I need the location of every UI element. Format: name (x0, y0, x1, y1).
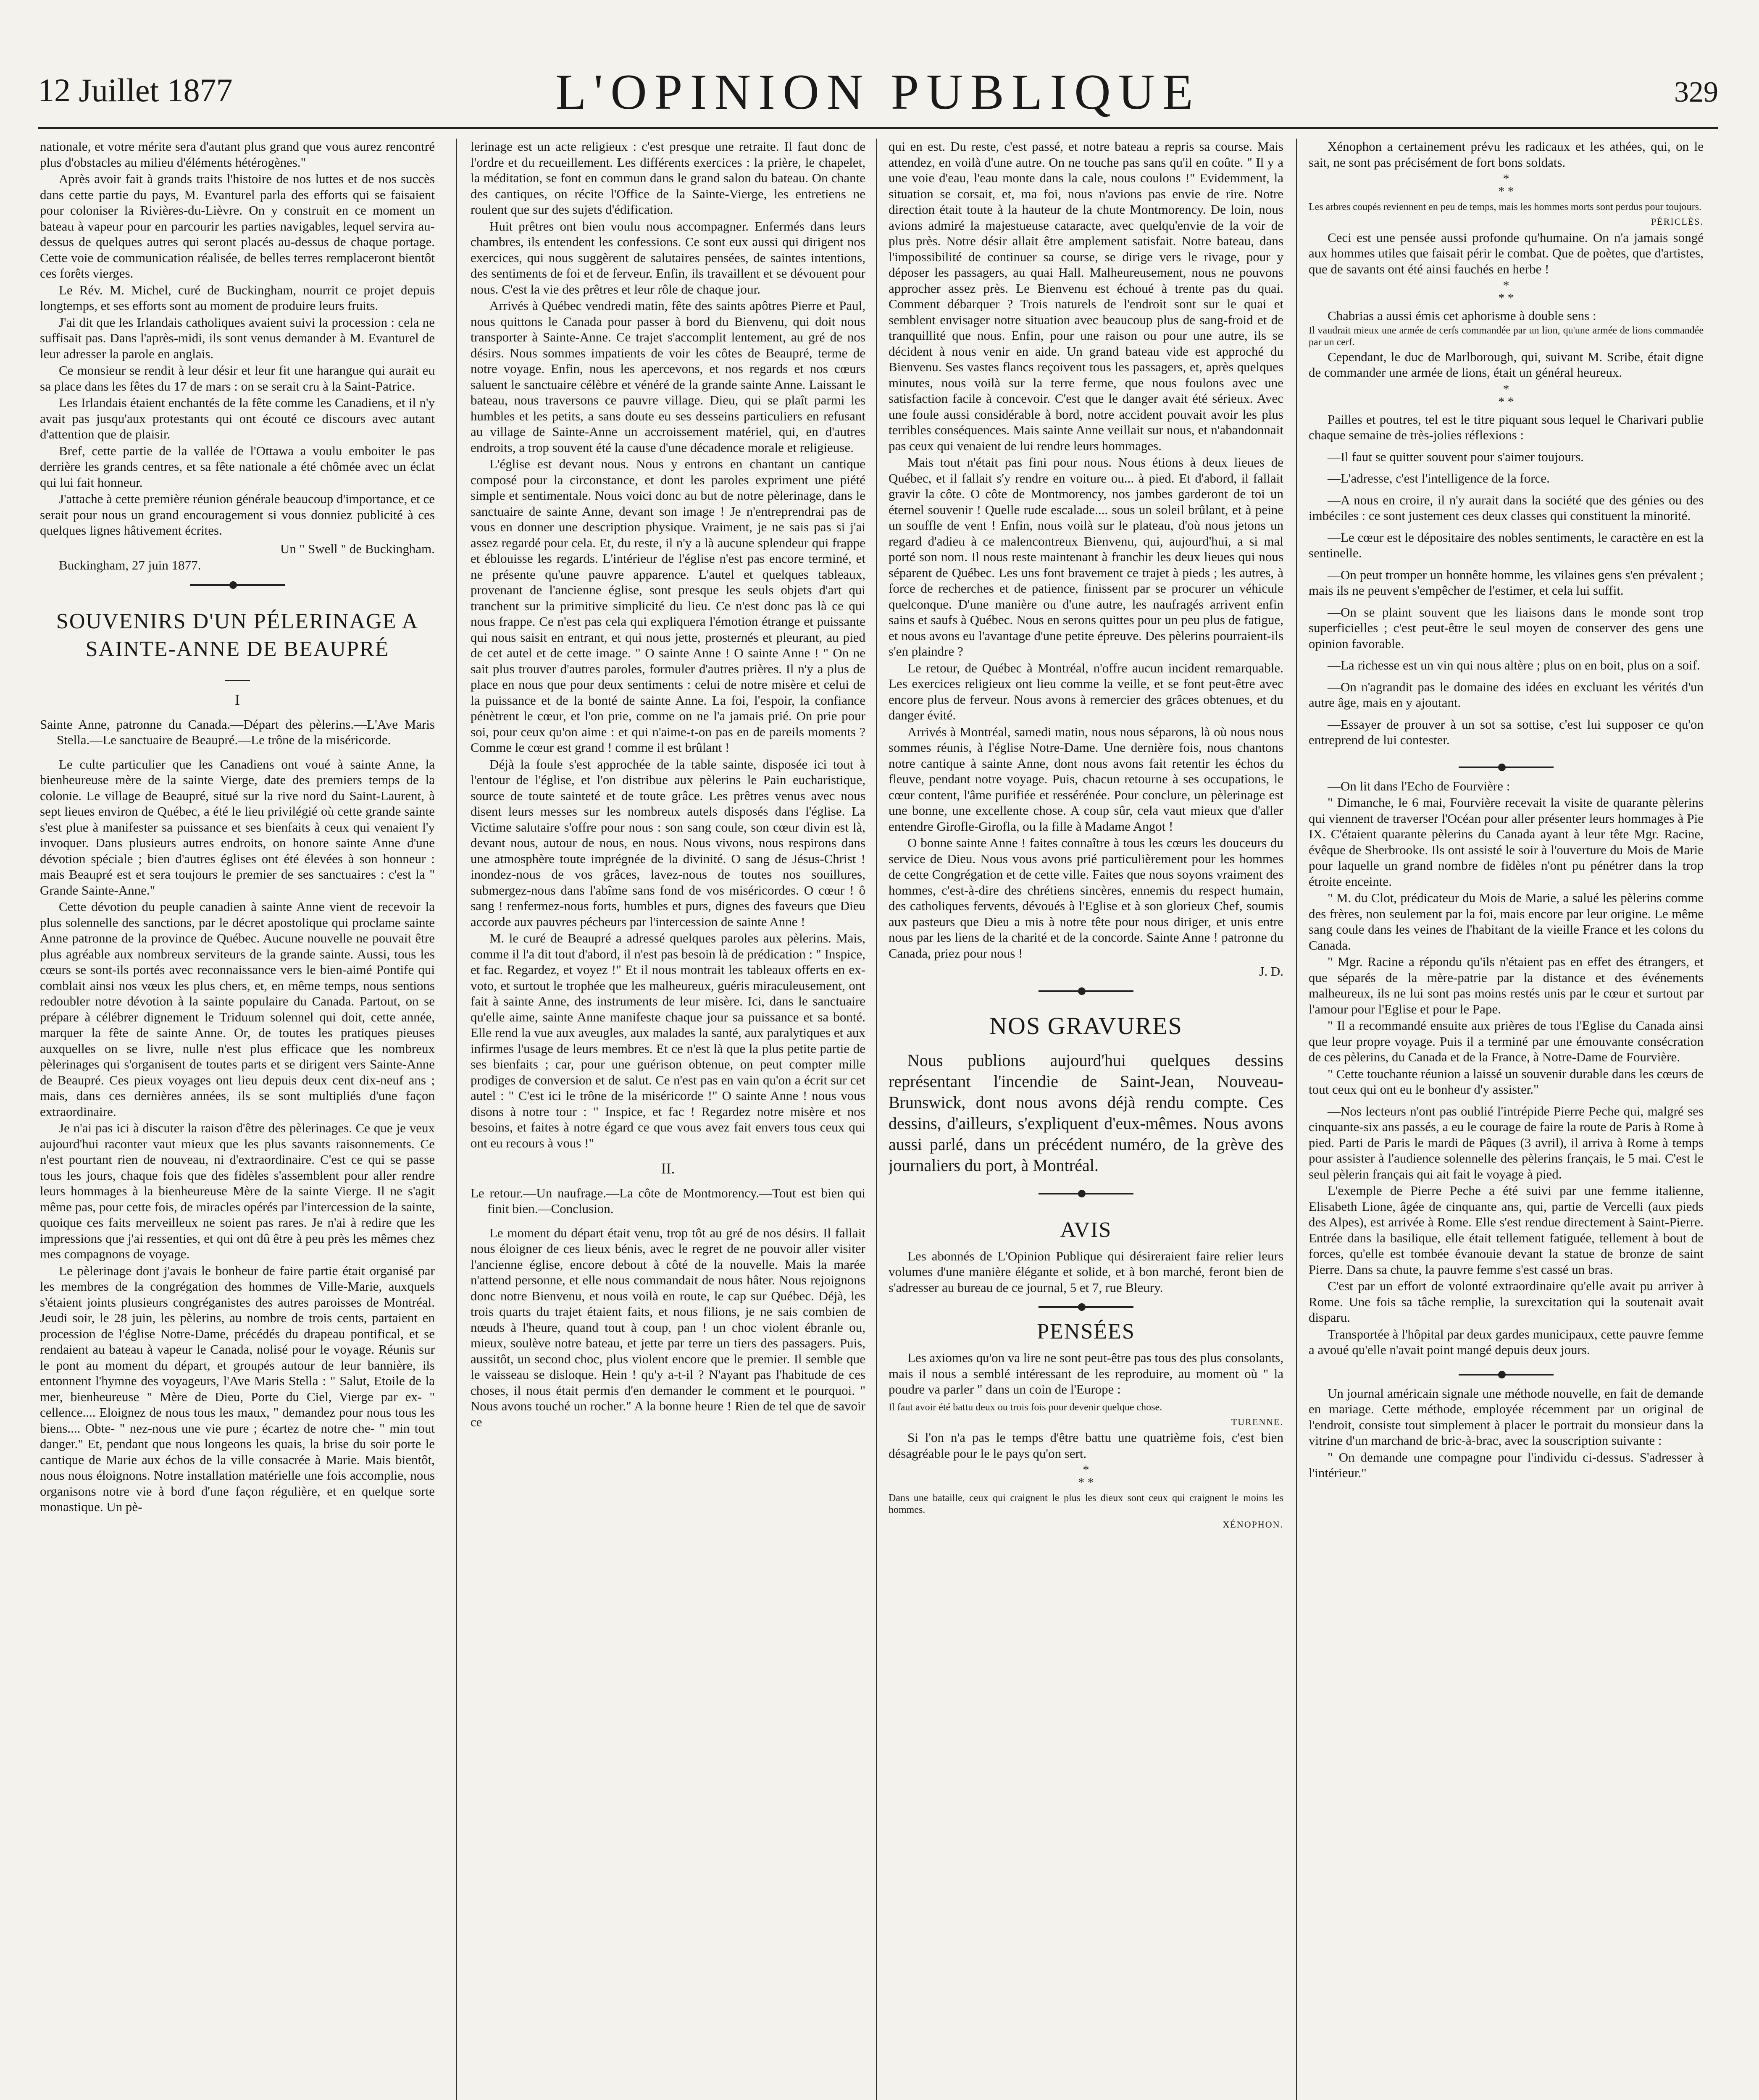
paragraph: Nous publions aujourd'hui quelques dessins représentant l'incendie de Saint-Jean, Nouveau-Brunswick, dont nous avons déjà rendu compte. Ces dessins, d'ailleurs, s'expliquent d'eux-mêmes. Nous avons aussi parlé, dans un précédent numéro, de la grève des journaliers du port, à Montréal. (889, 1050, 1283, 1175)
reflection: —Essayer de prouver à un sot sa sottise, c'est lui supposer ce qu'on entreprend de lui contester. (1309, 717, 1704, 747)
chapter-summary: Le retour.—Un naufrage.—La côte de Montmorency.—Tout est bien qui finit bien.—Conclusion. (471, 1185, 865, 1216)
paragraph: Les Irlandais étaient enchantés de la fête comme les Canadiens, et il n'y avait pas jusqu'aux protestants qui ont écouté ce discours avec autant d'attention que de plaisir. (40, 395, 435, 441)
paragraph: Je n'ai pas ici à discuter la raison d'être des pèlerinages. Ce que je veux aujourd'hui raconter vaut mieux que les plus savants raisonnements. Ce n'est pourtant rien de nouveau, ni d'extraordinaire. C'est ce qui se passe tous les jours, chaque fois que des fidèles s'assemblent pour aller rendre leurs hommages à la bienheureuse Mère de la sainte Vierge. Il ne s'agit même pas, pour cette fois, de miracles opérés par l'intercession de la sainte, quoique ces faits merveilleux ne soient pas rares. Je n'ai à redire que les impressions que j'ai ressenties, et qui ont dû être à peu près les mêmes chez mes compagnons de voyage. (40, 1121, 435, 1261)
paragraph: " Mgr. Racine a répondu qu'ils n'étaient pas en effet des étrangers, et que séparés de la mère-patrie par la distance et des événements malheureux, ils ne lui sont pas moins restés unis par le cœur et surtout par l'amour pour l'Eglise et pour le Pape. (1309, 954, 1704, 1016)
divider (40, 669, 435, 685)
paragraph: Le pèlerinage dont j'avais le bonheur de faire partie était organisé par les membres de la congrégation des hommes de Ville-Marie, auxquels s'étaient joints plusieurs congréganistes des autres paroisses de Montréal. Jeudi soir, le 28 juin, les pèlerins, au nombre de trois cents, partaient en procession de l'église Notre-Dame, précédés du drapeau pontifical, et se rendaient au bateau à vapeur le Canada, nolisé pour le voyage. Réunis sur le pont au moment du départ, et groupés autour de leur bannière, ils entonnent l'hymne des voyageurs, l'Ave Maris Stella : " Salut, Etoile de la mer, bienheureuse " Mère de Dieu, Porte du Ciel, Vierge par ex- " cellence.... Eloignez de nous tous les maux, " demandez pour nous tous les biens.... Obte- " nez-nous une vie pure ; écartez de notre che- " min tout danger." Et, pendant que nous longeons les quais, la brise du soir porte le cantique de Marie aux échos de la ville consacrée à Marie. Mais bientôt, nous nous éloignons. Notre installation matérielle une fois accomplie, nous organisons notre vie à bord d'une façon régulière, et en quelque sorte monastique. Un pè- (40, 1263, 435, 1514)
section-title-gravures: NOS GRAVURES (989, 1012, 1183, 1040)
paragraph: nationale, et votre mérite sera d'autant plus grand que vous aurez rencontré plus d'obstacles au milieu d'éléments hétérogènes." (40, 139, 435, 170)
article-signature: J. D. (1259, 964, 1283, 979)
separator (1309, 1368, 1704, 1381)
paragraph: Le Rév. M. Michel, curé de Buckingham, nourrit ce projet depuis longtemps, et ses efforts sont au moment de produire leurs fruits. (40, 282, 435, 313)
quotation: Il vaudrait mieux une armée de cerfs commandée par un lion, qu'une armée de lions commandée par un cerf. (1309, 325, 1704, 348)
paragraph: Ce monsieur se rendit à leur désir et leur fit une harangue qui aurait eu sa place dans les fêtes du 17 de mars : on se serait cru à la Saint-Patrice. (40, 363, 435, 394)
column-1 (40, 139, 435, 2100)
paragraph: Après avoir fait à grands traits l'histoire de nos luttes et de nos succès dans cette partie du pays, M. Evanturel parla des efforts qui se faisaient pour coloniser la Rivières-du-Lièvre. On y construit en ce moment un bateau à vapeur pour en parcourir les parties navigables, lequel servira au-dessus de quelques autres qui seront placés au-dessus de chaque portage. Cette voie de communication réalisée, de belles terres remplaceront bientôt ces forêts vierges. (40, 171, 435, 281)
column-rule (456, 139, 457, 2100)
letter-signature: Un " Swell " de Buckingham. (280, 541, 435, 556)
column-rule (876, 139, 877, 2100)
reflection: —On n'agrandit pas le domaine des idées en excluant les vérités d'un autre âge, mais en y ajoutant. (1309, 679, 1704, 710)
section-title-pensees: PENSÉES (1037, 1320, 1135, 1344)
paragraph: Huit prêtres ont bien voulu nous accompagner. Enfermés dans leurs chambres, ils entendent les confessions. Ce sont eux aussi qui dirigent nos exercices, qui nous suggèrent de salutaires pensées, de saintes intentions, des sentiments de foi et de ferveur. Enfin, ils travaillent et se dévouent pour nous. C'est la vie des prêtres et leur rôle de chaque jour. (471, 218, 865, 297)
quotation: Il faut avoir été battu deux ou trois fois pour devenir quelque chose. (889, 1402, 1162, 1413)
paragraph: Transportée à l'hôpital par deux gardes municipaux, cette pauvre femme a avoué qu'elle n'avait point mangé depuis deux jours. (1309, 1326, 1704, 1357)
separator (889, 1300, 1283, 1313)
paragraph: Les axiomes qu'on va lire ne sont peut-être pas tous des plus consolants, mais il nous a semblé intéressant de les reproduire, au moment où " la poudre va parler " dans un coin de l'Europe : (889, 1350, 1283, 1396)
paragraph: qui en est. Du reste, c'est passé, et notre bateau a repris sa course. Mais attendez, en voilà d'une autre. On ne touche pas sans qu'il en coûte. " Il y a une voie d'eau, l'eau monte dans la cale, nous coulons !" Evidemment, la situation se corsait, et, ma foi, nous n'avions pas envie de rire. Notre direction était toute à la hauteur de la chute Montmorency. De loin, nous avions admiré la majestueuse cataracte, avec quelqu'envie de la voir de plus près. Notre désir allait être amplement satisfait. Notre bateau, dans l'impossibilité de continuer sa course, se dirige vers le rivage, pour y déposer les passagers, au quai Hall. Malheureusement, nous ne pouvons approcher assez près. Le Bienvenu est échoué à trente pas du quai. Comment débarquer ? Trois naturels de l'endroit sont sur le quai et semblent envisager notre situation avec beaucoup plus de sang-froid et de tranquillité que nous. Enfin, pour une raison ou pour une autre, ils se décident à nous venir en aide. Un grand bateau vide est approché du Bienvenu. Ses vastes flancs reçoivent tous les passagers, et, après quelques minutes, nous voilà sur la terre ferme, que nous foulons avec une satisfaction facile à concevoir. C'est que le danger avait été sérieux. Avec une foule aussi considérable à bord, notre accident pouvait avoir les plus terribles conséquences. Mais sainte Anne veillait sur nous, et n'abandonnait pas ceux qui venaient de lui rendre leurs hommages. (889, 139, 1283, 453)
page-number: 329 (1674, 76, 1718, 108)
header-rule (38, 127, 1718, 129)
paragraph: Le moment du départ était venu, trop tôt au gré de nos désirs. Il fallait nous éloigner de ces lieux bénis, avec le regret de ne pouvoir aller visiter l'ancienne église, encore debout à côté de la nouvelle. Mais la marée n'attend personne, et elle nous commandait de nous hâter. Nous rejoignons donc notre Bienvenu, et nous voilà en route, le cap sur Québec. Déjà, les trois quarts du trajet étaient faits, et nous filions, je ne sais combien de nœuds à l'heure, quand tout à coup, pan ! un choc violent ébranle ou, mieux, soulève notre bateau, et jette par terre un tiers des passagers. Puis, aussitôt, un second choc, plus violent encore que le premier. Il semble que le vaisseau se disloque. Hein ! qu'y a-t-il ? N'ayant pas l'habitude de ces choses, il nous était permis d'en demander le comment et le pourquoi. " Nous avons touché un rocher." A la bonne heure ! Rien de tel que de savoir ce (471, 1225, 865, 1429)
paragraph: " Cette touchante réunion a laissé un souvenir durable dans les cœurs de tout ceux qui ont eu le bonheur d'y assister." (1309, 1066, 1704, 1097)
paragraph: " Dimanche, le 6 mai, Fourvière recevait la visite de quarante pèlerins qui viennent de traverser l'Océan pour aller présenter leurs hommages à Pie IX. C'étaient quarante pèlerins du Canada ayant à leur tête Mgr. Racine, évêque de Sherbrooke. Ils ont assisté le soir à l'ouverture du Mois de Marie pour laquelle un grand nombre de fidèles n'ont pu pénétrer dans la trop étroite enceinte. (1309, 795, 1704, 889)
chapter-summary: Sainte Anne, patronne du Canada.—Départ des pèlerins.—L'Ave Maris Stella.—Le sanctuaire de Beaupré.—Le trône de la miséricorde. (40, 717, 435, 747)
reflection: —On peut tromper un honnête homme, les vilaines gens s'en prévalent ; mais ils ne peuvent s'empêcher de l'estimer, et cela lui suffit. (1309, 567, 1704, 598)
paragraph: C'est par un effort de volonté extraordinaire qu'elle avait pu arriver à Rome. Une fois sa tâche remplie, la surexcitation qui la soutenait avait disparu. (1309, 1278, 1704, 1325)
paragraph: Cependant, le duc de Marlborough, qui, suivant M. Scribe, était digne de commander une armée de lions, était un général heureux. (1309, 349, 1704, 380)
quotation: Dans une bataille, ceux qui craignent le plus les dieux sont ceux qui craignent le moins les hommes. (889, 1493, 1283, 1515)
asterism: * * * (1078, 1463, 1094, 1489)
reflection: —Le cœur est le dépositaire des nobles sentiments, le caractère en est la sentinelle. (1309, 530, 1704, 560)
paragraph: " Il a recommandé ensuite aux prières de tous l'Eglise du Canada ainsi que leur propre voyage. Puis il a terminé par une émouvante consécration de ces pèlerins, du Canada et de la France, à Notre-Dame de Fourvière. (1309, 1018, 1704, 1064)
paragraph: M. le curé de Beaupré a adressé quelques paroles aux pèlerins. Mais, comme il l'a dit tout d'abord, il n'est pas besoin là de prédication : " Inspice, et fac. Regardez, et voyez !" Et il nous montrait les tableaux offerts en ex-voto, et surtout le trophée que les malheureux, guéris miraculeusement, ont fait à sainte Anne, des instruments de leur misère. Ici, dans le sanctuaire qu'elle aime, sainte Anne manifeste chaque jour sa puissance et sa bonté. Elle rend la vue aux aveugles, aux malades la santé, aux paralytiques et aux infirmes l'usage de leurs membres. Et ce n'est là que la plus petite partie de ses bienfaits ; car, pour une guérison obtenue, on peut compter mille prodiges de conversion et de salut. Ce n'est pas en vain qu'on a écrit sur cet autel : " C'est ici le trône de la miséricorde !" O sainte Anne ! nous vous disons à notre tour : " Inspice, et fac ! Regardez notre misère et nos besoins, et faites à notre égard ce que vous avez fait envers tous ceux qui ont eu recours à vous !" (471, 931, 865, 1150)
separator (889, 1187, 1283, 1200)
quotation-author: PÉRICLÈS. (1651, 216, 1704, 227)
quotation: Les arbres coupés reviennent en peu de temps, mais les hommes morts sont perdus pour toujours. (1309, 202, 1702, 213)
paragraph: L'église est devant nous. Nous y entrons en chantant un cantique composé pour la circonstance, et dont les paroles expriment une piété simple et sentimentale. Nous voici donc au but de notre pèlerinage, dans le sanctuaire de sainte Anne, devant son image ! Je n'entreprendrai pas de vous en donner une description physique. Vraiment, je ne sais pas si j'ai assez regardé pour cela. Et, du reste, il n'y a là aucune splendeur qui frappe et éblouisse les regards. L'intérieur de l'église n'est pas encore terminé, et ne présente qu'une pauvre apparence. L'autel et quelques tableaux, provenant de l'ancienne église, sont presque les seuls objets d'art qui tranchent sur la primitive simplicité du lieu. Ce n'est donc pas là ce qui nous frappe. Ce n'est pas cela qui expliquera l'émotion étrange et puissante qui nous saisit en entrant, et qui nous jette, prosternés et pleurant, au pied de cet autel et de cette image. " O sainte Anne ! O sainte Anne ! " On ne sait plus trouver d'autres paroles, formuler d'autres prières. Il n'y a plus de place en nous que pour deux sentiments : celui de notre misère et celui de la puissance et de la bonté de sainte Anne. La foi, l'espoir, la confiance pénètrent le cœur, et l'on prie, comme on ne l'a jamais prié. On prie pour soi, pour ceux qu'on aime : et qui n'aime-t-on pas en de pareils moments ? Comme le cœur est grand ! comme il est brûlant ! (471, 457, 865, 755)
paragraph: O bonne sainte Anne ! faites connaître à tous les cœurs les douceurs du service de Dieu. Nous vous avons prié particulièrement pour les hommes de cette Congrégation et de cette ville. Faites que nous soyons vraiment des hommes, c'est-à-dire des chrétiens sincères, ennemis du respect humain, des catholiques fervents, dévoués à l'Eglise et à son glorieux Chef, soumis aux pasteurs que Dieu a mis à notre tête pour nous diriger, et unis entre nous par les liens de la charité et de la concorde. Sainte Anne ! patronne du Canada, priez pour nous ! (889, 835, 1283, 961)
paragraph: —On lit dans l'Echo de Fourvière : (1328, 778, 1510, 793)
dateline: Buckingham, 27 juin 1877. (59, 558, 201, 572)
newspaper-title: L'OPINION PUBLIQUE (555, 64, 1201, 120)
paragraph: Le culte particulier que les Canadiens ont voué à sainte Anne, la bienheureuse mère de la sainte Vierge, date des premiers temps de la colonie. Le village de Beaupré, situé sur la rive nord du Saint-Laurent, à sept lieues environ de Québec, a été le lieu privilégié où cette grande sainte s'est plue à manifester sa puissance et ses bienfaits à ceux qui venaient l'y invoquer. Dans plusieurs autres endroits, on honore sainte Anne d'une dévotion spéciale ; bien d'autres églises ont été élevées à son honneur : mais Beaupré est et sera toujours le premier de ses sanctuaires : c'est la " Grande Sainte-Anne." (40, 756, 435, 898)
paragraph: L'exemple de Pierre Peche a été suivi par une femme italienne, Elisabeth Lione, âgée de cinquante ans, qui, partie de Vercelli (aux pieds des Alpes), est arrivée à Rome. Elle s'est rendue directement à Saint-Pierre. Entrée dans la basilique, elle était tellement fatiguée, tellement à bout de forces, qu'elle est tombée évanouie devant la statue de bronze de saint Pierre. Dans sa chute, la pauvre femme s'est cassé un bras. (1309, 1183, 1704, 1277)
paragraph: Mais tout n'était pas fini pour nous. Nous étions à deux lieues de Québec, et il fallait s'y rendre en voiture ou... à pied. Et d'abord, il fallait gravir la côte. O côte de Montmorency, nos jambes garderont de toi un éternel souvenir ! Quelle rude escalade.... sous un soleil brûlant, et à peine un souffle de vent ! Enfin, nous voilà sur le plateau, d'où nous jetons un regard d'adieu à ce malencontreux Bienvenu, qui, aujourd'hui, a si mal porté son nom. Il nous reste maintenant à franchir les deux lieues qui nous séparent de Québec. Les uns font bravement ce trajet à pieds ; les autres, à force de recherches et de patience, finissent par se procurer un véhicule quelconque. D'une manière ou d'une autre, les naufragés arrivent enfin sains et saufs à Québec. Nous en serons quittes pour un peu plus de fatigue, et nous avons eu l'avantage d'une petite épreuve. Des pèlerins pourraient-ils s'en plaindre ? (889, 455, 1283, 659)
paragraph: Cette dévotion du peuple canadien à sainte Anne vient de recevoir la plus solennelle des sanctions, par le décret apostolique qui proclame sainte Anne patronne de la province de Québec. Aucune nouvelle ne pouvait être plus agréable aux nombreux serviteurs de la grande sainte. Aussi, tous les cœurs se sont-ils portés avec reconnaissance vers le bien-aimé Pontife qui comblait ainsi nos vœux les plus chers, et, en même temps, nous sentions redoubler notre dévotion à la sainte populaire du Canada. Partout, on se prépare à célébrer dignement le Triduum solennel qui doit, cette année, marquer la fête de sainte Anne. Or, de toutes les pratiques pieuses auxquelles on se livre, nulle n'est plus efficace que les nombreux pèlerinages qui s'organisent de toutes parts et se dirigent vers Sainte-Anne de Beaupré. Ces pieux voyages ont lieu depuis deux cent dix-neuf ans ; mais, dans ces dernières années, ils se sont multipliés d'une façon extraordinaire. (40, 899, 435, 1119)
chapter-number: II. (661, 1160, 675, 1177)
reflection: —L'adresse, c'est l'intelligence de la force. (1328, 471, 1550, 486)
paragraph: " On demande une compagne pour l'individu ci-dessus. S'adresser à l'intérieur." (1309, 1449, 1704, 1480)
paragraph: Bref, cette partie de la vallée de l'Ottawa a voulu emboiter le pas derrière les grands centres, et sa fête nationale a été chômée avec un éclat qui lui fait honneur. (40, 443, 435, 490)
paragraph: Arrivés à Montréal, samedi matin, nous nous séparons, là où nous nous sommes réunis, à l'église Notre-Dame. Une dernière fois, nous chantons notre cantique à sainte Anne, dont nous avons fait retentir les échos du fleuve, pendant notre voyage. Puis, chacun retourne à ses occupations, le cœur content, l'âme purifiée et ressérénée. Pour conclure, un pèlerinage est une bonne, une excellente chose. A coup sûr, cela vaut mieux que d'aller entendre Girofle-Girofla, ou la fille à Madame Angot ! (889, 724, 1283, 834)
column-2 (471, 139, 865, 2100)
paragraph: Le retour, de Québec à Montréal, n'offre aucun incident remarquable. Les exercices religieux ont lieu comme la veille, et se font peut-être avec encore plus de ferveur. Nous avons à remercier des grâces obtenues, et du danger évité. (889, 660, 1283, 722)
paragraph: Si l'on n'a pas le temps d'être battu une quatrième fois, c'est bien désagréable pour le le pays qu'on sert. (889, 1430, 1283, 1461)
paragraph: Ceci est une pensée aussi profonde qu'humaine. On n'a jamais songé aux hommes utiles que faisait périr le combat. Que de poètes, que d'artistes, que de savants ont été ainsi fauchés en herbe ! (1309, 230, 1704, 276)
section-title-avis: AVIS (1060, 1218, 1112, 1242)
reflection: —La richesse est un vin qui nous altère ; plus on en boit, plus on a soif. (1328, 658, 1700, 672)
page-header (38, 63, 1718, 126)
reflection: —Il faut se quitter souvent pour s'aimer toujours. (1328, 449, 1584, 464)
quotation-author: TURENNE. (1231, 1416, 1283, 1427)
chapter-number: I (235, 691, 240, 708)
issue-date: 12 Juillet 1877 (38, 72, 233, 108)
section-title: SOUVENIRS D'UN PÉLERINAGE A SAINTE-ANNE DE BEAUPRÉ (56, 609, 419, 661)
paragraph: Xénophon a certainement prévu les radicaux et les athées, qui, on le sait, ne sont pas précisément de fort bons soldats. (1309, 139, 1704, 170)
paragraph: Un journal américain signale une méthode nouvelle, en fait de demande en mariage. Cette méthode, employée récemment par un original de l'endroit, consiste tout simplement à placer le portrait du monsieur dans la vitrine d'un marchand de bric-à-brac, avec la souscription suivante : (1309, 1386, 1704, 1448)
paragraph: " M. du Clot, prédicateur du Mois de Marie, a salué les pèlerins comme des frères, non seulement par la foi, mais encore par leur origine. Le même sang coule dans les veines de l'habitant de la vieille France et les colons du Canada. (1309, 890, 1704, 953)
reflection: —On se plaint souvent que les liaisons dans le monde sont trop superficielles ; c'est peut-être le seul moyen de conserver des gens une opinion favorable. (1309, 604, 1704, 651)
paragraph: Déjà la foule s'est approchée de la table sainte, disposée ici tout à l'entour de l'église, et l'on distribue aux pèlerins le Pain eucharistique, source de toute sainteté et de toute grâce. Les prêtres venus avec nous disent leurs messes sur les nombreux autels disposés dans l'église. La Victime salutaire s'offre pour nous : son sang coule, son cœur divin est là, devant nous, autour de nous, en nous. Nous vivons, nous respirons dans une atmosphère toute imprégnée de la divinité. O sang de Jésus-Christ ! inondez-nous de vos grâces, lavez-nous de toutes nos souillures, submergez-nous dans l'abîme sans fond de vos miséricordes. O cœur ! ô sang ! renfermez-nous forts, humbles et purs, dignes des faveurs que Dieu accorde aux pauvres pécheurs par l'intercession de sainte Anne ! (471, 756, 865, 929)
paragraph: lerinage est un acte religieux : c'est presque une retraite. Il faut donc de l'ordre et du recueillement. Les différents exercices : la prière, le chapelet, la méditation, se font en commun dans le grand salon du bateau. On chante des cantiques, on récite l'Office de la Sainte-Vierge, les entretiens ne roulent que sur des sujets d'édification. (471, 139, 865, 217)
paragraph: J'ai dit que les Irlandais catholiques avaient suivi la procession : cela ne suffisait pas. Dans l'après-midi, ils sont venus demander à M. Evanturel de leur adresser la parole en anglais. (40, 315, 435, 361)
paragraph: J'attache à cette première réunion générale beaucoup d'importance, et ce serait pour nous un grand encouragement si vous donniez publicité à ces quelques lignes hâtivement écrites. (40, 491, 435, 538)
asterism: * * * (1498, 172, 1514, 198)
asterism: * * * (1498, 278, 1514, 305)
column-4 (1309, 139, 1704, 2100)
column-rule (1296, 139, 1297, 2100)
paragraph: Les abonnés de L'Opinion Publique qui désireraient faire relier leurs volumes d'une manière élégante et solide, et à bon marché, feront bien de s'adresser au bureau de ce journal, 5 et 7, rue Bleury. (889, 1248, 1283, 1295)
column-3 (889, 139, 1283, 2100)
reflection: —A nous en croire, il n'y aurait dans la société que des génies ou des imbéciles : ce sont justement ces deux classes qui constituent la minorité. (1309, 492, 1704, 523)
paragraph: Pailles et poutres, tel est le titre piquant sous lequel le Charivari publie chaque semaine de très-jolies réflexions : (1309, 412, 1704, 442)
paragraph: Arrivés à Québec vendredi matin, fête des saints apôtres Pierre et Paul, nous quittons le Canada pour passer à bord du Bienvenu, qui doit nous transporter à Sainte-Anne. Ce trajet s'accomplit lentement, au gré de nos désirs. Nous sommes impatients de voir les côtes de Beaupré, terme de notre voyage. Enfin, nous les apercevons, et nos regards et nos cœurs saluent le sanctuaire célèbre et vénéré de la grande sainte Anne. Laissant le bateau, nous traversons ce pauvre village. Dieu, qui se plaît parmi les humbles et les petits, a sans doute eu ses desseins particuliers en refusant au village de Sainte-Anne un accroissement matériel, qui, en d'autres endroits, a trop souvent été la cause d'une décadence morale et religieuse. (471, 298, 865, 455)
separator (1309, 761, 1704, 773)
paragraph: Chabrias a aussi émis cet aphorisme à double sens : (1328, 308, 1596, 323)
separator (40, 578, 435, 591)
paragraph: —Nos lecteurs n'ont pas oublié l'intrépide Pierre Peche qui, malgré ses cinquante-six ans passés, a eu le courage de faire la route de Paris à Rome à pied. Parti de Paris le mardi de Pâques (3 avril), il arriva à Rome à temps pour assister à l'audience solennelle des pèlerins français, le 5 mai. C'est le seul pèlerin français qui ait fait le voyage à pied. (1309, 1103, 1704, 1181)
separator (889, 984, 1283, 997)
quotation-author: XÉNOPHON. (1223, 1519, 1283, 1530)
asterism: * * * (1498, 382, 1514, 409)
